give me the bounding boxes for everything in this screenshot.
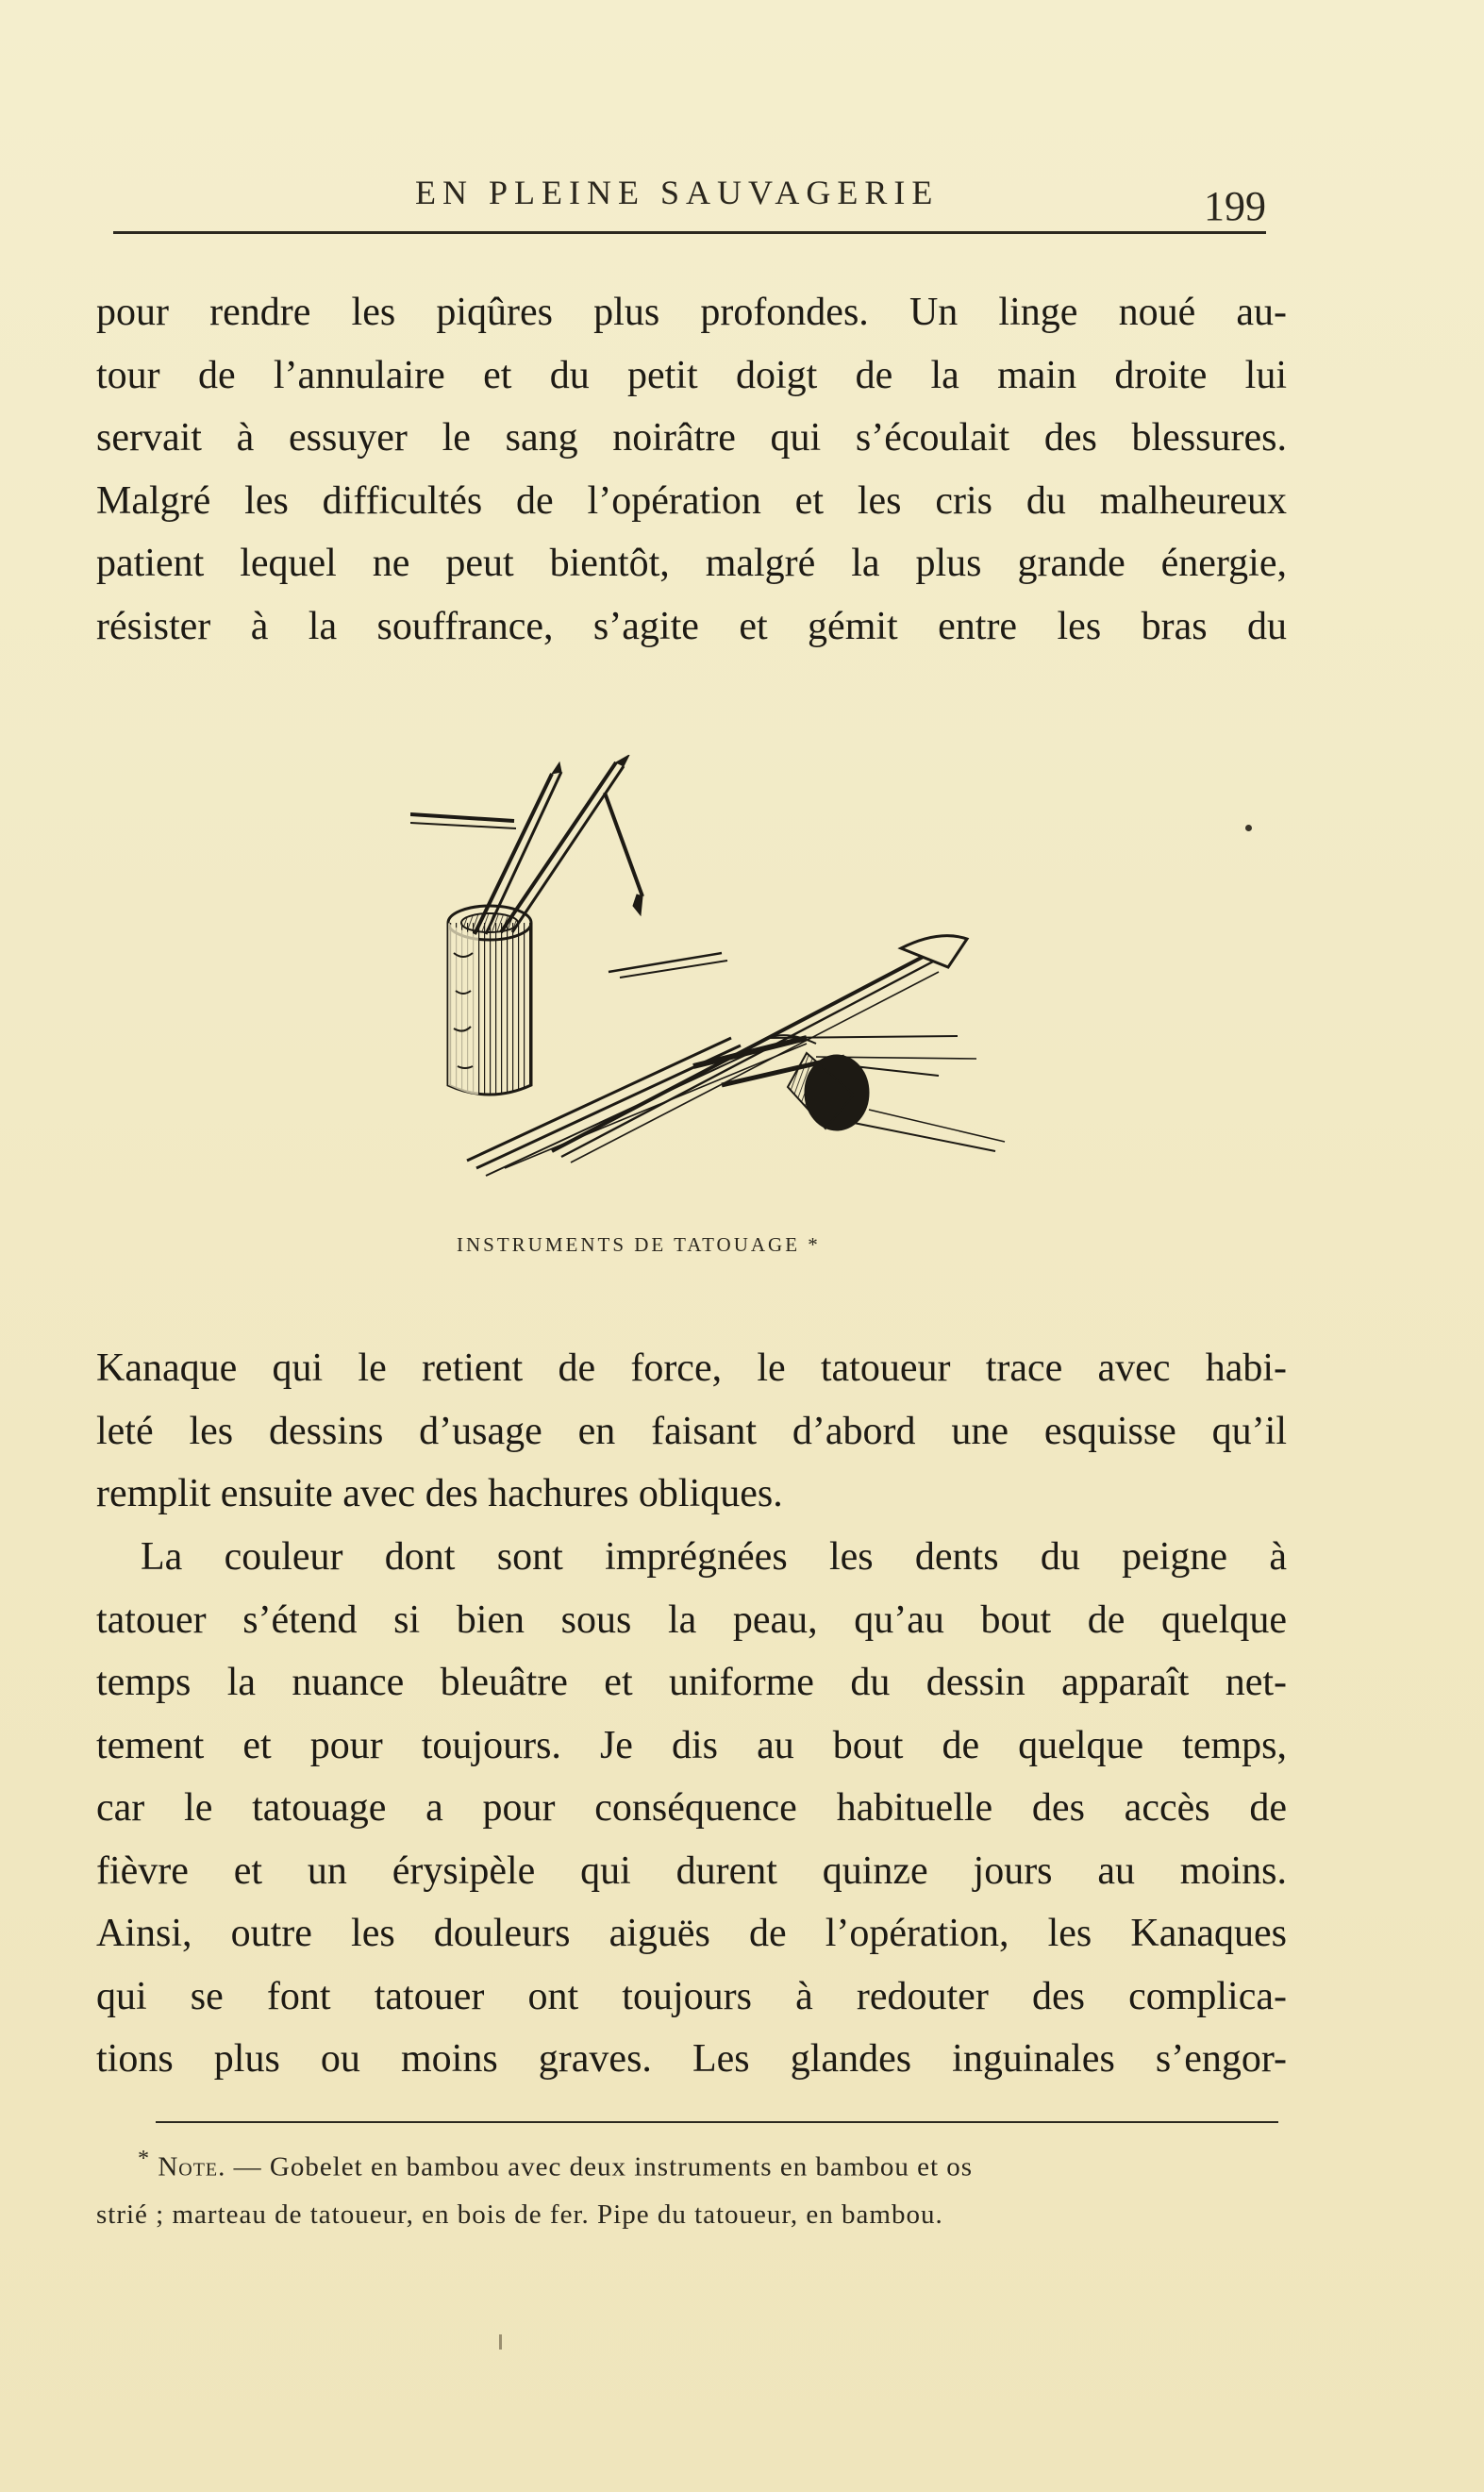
footnote-line — [96, 2135, 1259, 2191]
footnote-rule — [156, 2121, 1278, 2123]
footnote — [96, 2135, 1259, 2238]
text-line: tions plus ou moins graves. Les glandes inguinales s’engor- — [96, 2037, 1287, 2081]
header-rule — [113, 231, 1266, 234]
text-line: Malgré les difficultés de l’opération et les cris du malheureux — [96, 478, 1287, 523]
footnote-label: Note. — [158, 2151, 226, 2183]
paragraph — [96, 1526, 1287, 2091]
running-title: EN PLEINE SAUVAGERIE — [415, 174, 940, 211]
text-line: tour de l’annulaire et du petit doigt de la main droite lui — [96, 353, 1287, 397]
text-line: Kanaque qui le retient de force, le tatoueur trace avec habi- — [96, 1346, 1287, 1390]
bamboo-cup — [448, 906, 531, 1095]
text-line: tement et pour toujours. Je dis au bout de quelque temps, — [96, 1723, 1287, 1767]
footnote-text: — Gobelet en bambou avec deux instruments en bambou et os — [225, 2151, 974, 2183]
text-line: temps la nuance bleuâtre et uniforme du dessin apparaît net- — [96, 1661, 1287, 1704]
text-line: Ainsi, outre les douleurs aiguës de l’opération, les Kanaques — [96, 1912, 1287, 1955]
text-line: servait à essuyer le sang noirâtre qui s’écoulait des blessures. — [96, 416, 1287, 460]
paragraph-continued — [96, 281, 1287, 658]
footnote-marker: * — [138, 2146, 151, 2171]
text-line: patient lequel ne peut bientôt, malgré la plus grande énergie, — [96, 542, 1287, 585]
text-line: tatouer s’étend si bien sous la peau, qu’au bout de quelque — [96, 1597, 1287, 1642]
speck-mark — [1245, 825, 1252, 831]
text-line: car le tatouage a pour conséquence habituelle des accès de — [96, 1786, 1287, 1830]
bamboo-instruments — [410, 755, 642, 934]
text-line: fièvre et un érysipèle qui durent quinze jours au moins. — [96, 1848, 1287, 1893]
footnote-line: strié ; marteau de tatoueur, en bois de fer. Pipe du tatoueur, en bambou. — [96, 2199, 943, 2230]
speck-mark — [499, 2334, 502, 2350]
text-line: pour rendre les piqûres plus profondes. Un linge noué au- — [96, 291, 1287, 334]
page-number: 199 — [1204, 183, 1266, 229]
text-line: leté les dessins d’usage en faisant d’abord une esquisse qu’il — [96, 1409, 1287, 1453]
figure-caption: INSTRUMENTS DE TATOUAGE * — [457, 1233, 821, 1256]
text-line: qui se font tatouer ont toujours à redouter des complica- — [96, 1974, 1287, 2018]
text-line: résister à la souffrance, s’agite et gémit entre les bras du — [96, 604, 1287, 648]
paragraph — [96, 1337, 1287, 1526]
text-line: remplit ensuite avec des hachures obliques. — [96, 1472, 783, 1515]
text-line: La couleur dont sont imprégnées les dents du peigne à — [141, 1535, 1287, 1579]
tattoo-instruments-engraving — [410, 755, 1014, 1189]
